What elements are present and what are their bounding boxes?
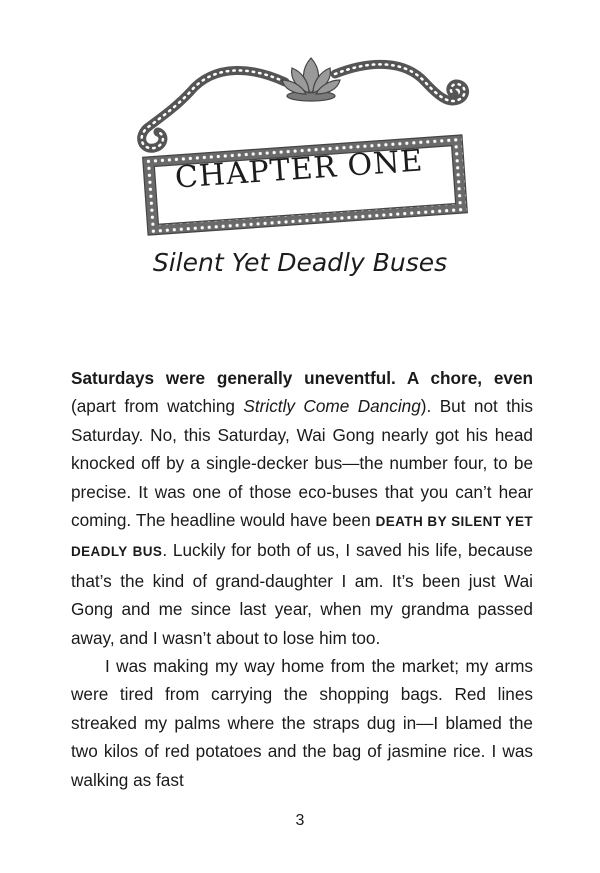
chapter-title: Silent Yet Deadly Buses — [152, 248, 448, 277]
paragraph-lead: Saturdays were generally uneventful. A chore, even — [71, 368, 533, 388]
body-text — [71, 364, 533, 794]
page-number: 3 — [295, 812, 305, 829]
show-title: Strictly Come Dancing — [243, 396, 421, 417]
chapter-label: CHAPTER ONE — [173, 143, 425, 196]
paragraph — [71, 364, 533, 652]
paragraph-text: (apart from watching — [71, 396, 244, 417]
right-scroll-icon — [335, 64, 465, 101]
paragraph-text: . Luckily for both of us, I saved his life, because that’s the kind of grand-daughter I am. It’s been just Wai Gong and me since last year, when my grandma passed away, and I wasn’t about to lose him too. — [71, 540, 533, 648]
paragraph: I was making my way home from the market; my arms were tired from carrying the shopping bags. Red lines streaked my palms where the straps dug in—I blamed the two kilos of red potatoes and the bag of jasmine rice. I was walking as fast — [71, 656, 533, 790]
headline-caps: DEATH BY SILENT YET DEADLY BUS — [71, 514, 534, 560]
paragraph-text: ). But not this Saturday. No, this Saturday, Wai Gong nearly got his head knocked off by a single-decker bus—the number four, to be precise. It was one of those eco-buses that you can’t hear coming. The headline would have been — [71, 396, 534, 531]
left-scroll-icon — [142, 70, 285, 148]
lotus-icon — [282, 58, 340, 101]
chapter-ornament — [0, 0, 600, 245]
